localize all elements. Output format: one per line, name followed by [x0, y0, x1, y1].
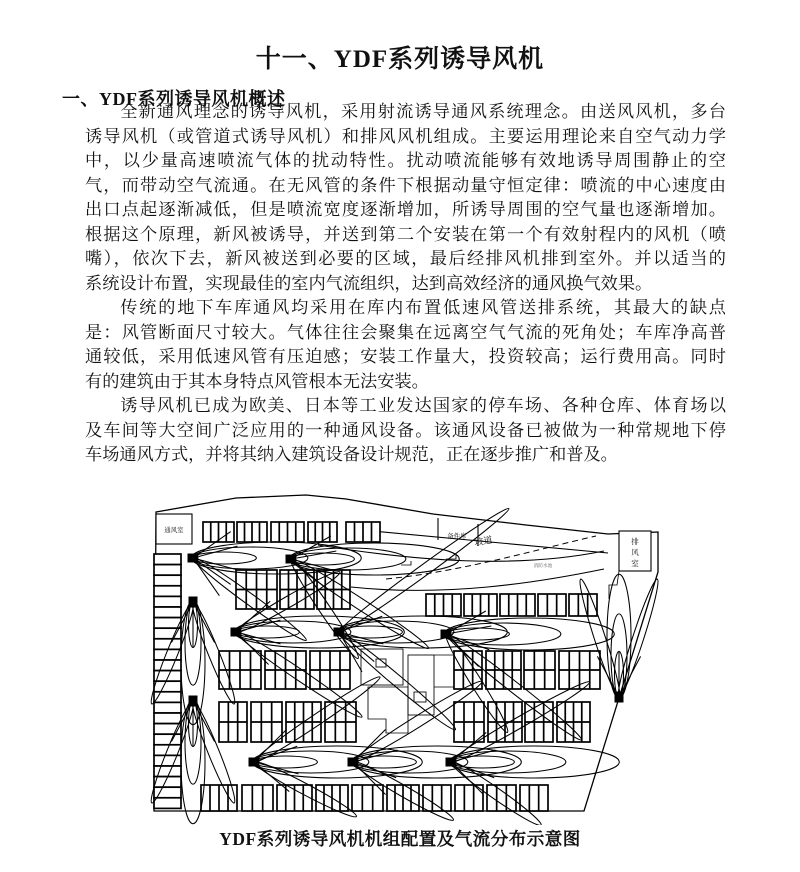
- parking-stall: [154, 755, 181, 766]
- fan-body: [348, 758, 359, 767]
- figure-caption: YDF系列诱导风机机组配置及气流分布示意图: [219, 829, 581, 849]
- parking-stall: [154, 586, 181, 597]
- body-line: 诱导风机已成为欧美、日本等工业发达国家的停车场、各种仓库、体育场以: [120, 396, 726, 415]
- parking-stall-group: [352, 785, 383, 811]
- parking-stall: [154, 565, 181, 576]
- section-heading: 一、YDF系列诱导风机概述: [62, 88, 286, 109]
- body-line: 气，而带动空气流通。在无风管的条件下根据动量守恒定律：喷流的中心速度由: [85, 175, 726, 195]
- fan-body: [615, 692, 624, 703]
- fan-body: [189, 696, 198, 707]
- parking-stall-group: [423, 785, 451, 811]
- fan-body: [286, 555, 297, 564]
- garage-airflow-diagram: [146, 487, 666, 825]
- fan-body: [446, 758, 457, 767]
- parking-stall: [154, 681, 181, 692]
- body-line: 是：风管断面尺寸较大。气体往往会聚集在远离空气气流的死角处；车库净高普: [85, 322, 726, 342]
- fan-body: [441, 630, 452, 639]
- body-line: 全新通风理念的诱导风机，采用射流诱导通风系统理念。由送风风机，多台: [120, 102, 726, 121]
- body-text: [85, 100, 726, 468]
- body-line: 系统设计布置，实现最佳的室内气流组织，达到高效经济的通风换气效果。: [85, 273, 653, 293]
- body-line: 嘴），依次下去，新风被送到必要的区域，最后经排风机排到室外。并以适当的: [85, 249, 726, 268]
- fan-body: [188, 554, 199, 563]
- body-line: 根据这个原理，新风被诱导，并送到第二个安装在第一个有效射程内的风机（喷: [85, 224, 726, 244]
- parking-stall: [154, 618, 181, 629]
- parking-stall: [154, 724, 181, 735]
- floor-plan-svg: [146, 487, 666, 825]
- parking-stall-group: [538, 594, 566, 616]
- body-line: 中，以少量高速喷流气体的扰动特性。扰动喷流能够有效地诱导周围静止的空: [85, 151, 726, 170]
- label-exhaust-room-char: 室: [631, 559, 639, 568]
- label-exhaust-room-char: 排: [631, 537, 639, 546]
- body-line: 出口点起逐渐减低，但是喷流宽度逐渐增加，所诱导周围的空气量也逐渐增加。: [85, 200, 726, 219]
- parking-stall: [154, 575, 181, 586]
- fan-body: [249, 758, 260, 767]
- body-line: 通较低，采用低速风管有压迫感；安装工作量大，投资较高；运行费用高。同时: [85, 347, 726, 366]
- body-line: 有的建筑由于其本身特点风管根本无法安装。: [85, 371, 429, 391]
- parking-stall: [154, 734, 181, 745]
- parking-stall: [154, 713, 181, 724]
- parking-stall-group: [455, 785, 483, 811]
- body-line: 及车间等大空间广泛应用的一种通风设备。该通风设备已被做为一种常规地下停: [85, 420, 726, 440]
- fan-body: [231, 628, 242, 637]
- parking-stall: [154, 702, 181, 713]
- parking-stall-group: [242, 785, 273, 811]
- label-spare-parts: 备件库: [447, 533, 467, 540]
- parking-stall: [154, 596, 181, 607]
- page-title: 十一、YDF系列诱导风机: [255, 45, 545, 73]
- parking-stall: [154, 628, 181, 639]
- label-supply-room: 通风室: [164, 527, 184, 534]
- label-exhaust-room-char: 风: [631, 548, 639, 557]
- parking-stall: [154, 660, 181, 671]
- body-line: 传统的地下车库通风均采用在库内布置低速风管送排系统，其最大的缺点: [120, 298, 726, 317]
- parking-stall: [154, 607, 181, 618]
- parking-stall: [154, 639, 181, 650]
- fan-body: [334, 628, 345, 637]
- label-ramp: 坡道: [473, 534, 494, 548]
- label-fire-pool: 消防水池: [533, 563, 553, 568]
- fan-body: [189, 597, 198, 608]
- parking-stall: [154, 554, 181, 565]
- parking-stall: [154, 798, 181, 809]
- body-line: 车场通风方式，并将其纳入建筑设备设计规范，正在逐步推广和普及。: [85, 445, 618, 464]
- body-line: 诱导风机（或管道式诱导风机）和排风风机组成。主要运用理论来自空气动力学: [85, 126, 726, 146]
